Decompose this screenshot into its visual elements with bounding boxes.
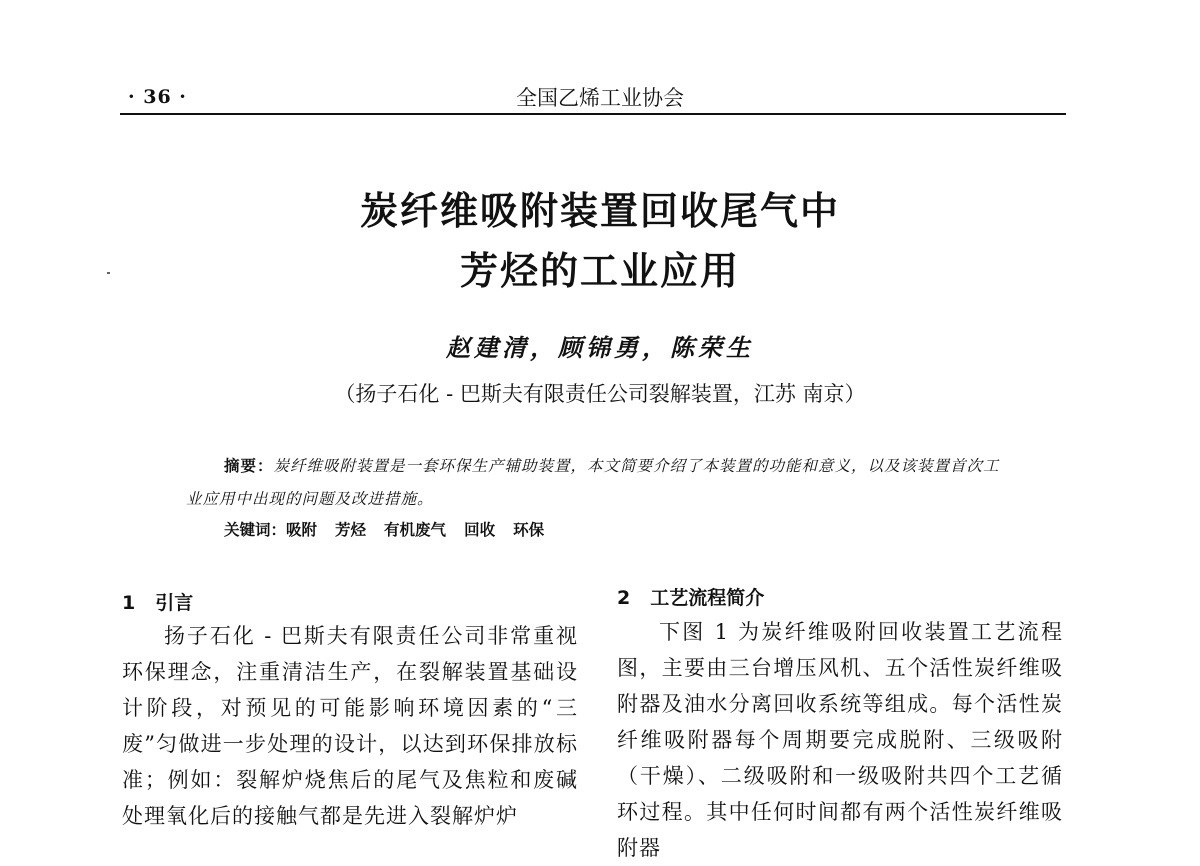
section-body-process: 下图 1 为炭纤维吸附回收装置工艺流程图，主要由三台增压风机、五个活性炭纤维吸附器及油水分离回收系统等组成。每个活性炭纤维吸附器每个周期要完成脱附、三级吸附（干燥）、二级吸附和一级吸附共四个工艺循环过程。其中任何时间都有两个活性炭纤维吸附器: [617, 620, 1063, 860]
section-number: 2: [617, 587, 631, 609]
abstract: [186, 450, 1016, 516]
header-rule: [120, 113, 1066, 115]
keyword: 回收: [464, 521, 496, 539]
authors: 赵建清，顾锦勇，陈荣生: [446, 333, 754, 362]
abstract-text: 炭纤维吸附装置是一套环保生产辅助装置，本文简要介绍了本装置的功能和意义，以及该装置首次工业应用中出现的问题及改进措施。: [186, 457, 1000, 508]
title-line-2: 芳烃的工业应用: [459, 249, 740, 293]
keywords-label: 关键词：: [224, 521, 287, 539]
journal-name: 全国乙烯工业协会: [516, 86, 684, 110]
abstract-label: 摘要：: [224, 457, 274, 475]
section-number: 1: [122, 592, 136, 614]
title-line-1: 炭纤维吸附装置回收尾气中: [359, 189, 840, 233]
section-title: 引言: [155, 592, 194, 614]
page-number: · 36 ·: [128, 86, 187, 108]
affiliation: （扬子石化 - 巴斯夫有限责任公司裂解装置，江苏 南京）: [334, 382, 866, 406]
section-heading-introduction: [122, 588, 193, 615]
keyword: 有机废气: [384, 521, 447, 539]
section-title: 工艺流程简介: [650, 587, 765, 609]
keywords: [224, 518, 562, 540]
keyword: 吸附: [286, 521, 318, 539]
section-body-introduction: 扬子石化 - 巴斯夫有限责任公司非常重视环保理念，注重清洁生产，在裂解装置基础设计阶段，对预见的可能影响环境因素的“三废”匀做进一步处理的设计，以达到环保排放标准；例如：裂解炉烧焦后的尾气及焦粒和废碱处理氧化后的接触气都是先进入裂解炉炉: [122, 624, 578, 828]
section-heading-process: [617, 583, 764, 610]
keyword: 环保: [513, 521, 545, 539]
keyword: 芳烃: [335, 521, 367, 539]
